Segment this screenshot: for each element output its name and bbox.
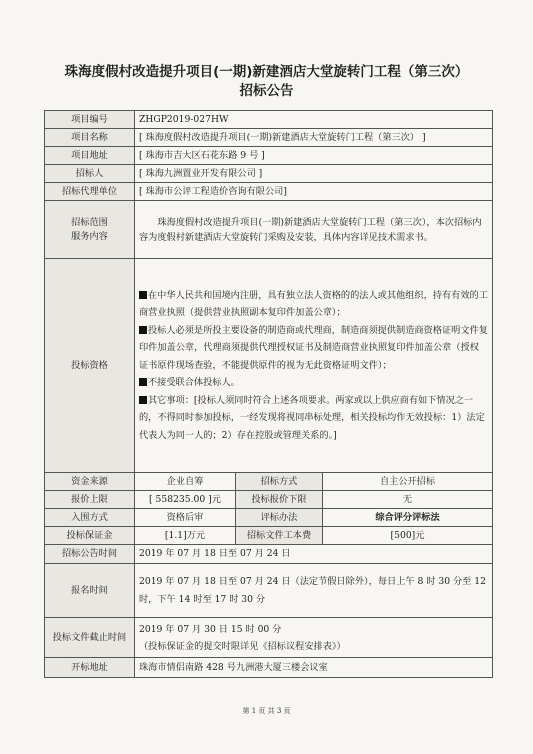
deadline-value	[135, 618, 493, 658]
qualification-item: 在中华人民共和国境内注册，具有独立法人资格的的法人或其他组织，持有有效的工商营业执照（提供营业执照副本复印件加盖公章）；	[139, 289, 488, 319]
project-no-value: ZHGP2019-027HW	[135, 111, 493, 129]
row-project-name	[45, 129, 493, 147]
row-qualification	[45, 259, 493, 473]
row-project-no	[45, 111, 493, 129]
row-project-address	[45, 147, 493, 165]
agency-value: [ 珠海市公评工程造价咨询有限公司]	[135, 183, 493, 201]
admission-value: 资格后审	[135, 509, 236, 527]
project-address-label: 项目地址	[45, 147, 135, 165]
document-fee-label: 招标文件工本费	[236, 527, 323, 545]
price-cap-value: [ 558235.00 ]元	[135, 491, 236, 509]
bond-label: 投标保证金	[45, 527, 135, 545]
tender-method-value: 自主公开招标	[323, 473, 493, 491]
square-bullet-icon	[139, 326, 147, 334]
scope-text: 珠海度假村改造提升项目(一期)新建酒店大堂旋转门工程（第三次），本次招标内容为度假村新建酒店大堂旋转门采购及安装，具体内容详见技术需求书。	[139, 216, 482, 243]
announce-time-label: 招标公告时间	[45, 545, 135, 564]
row-tenderer	[45, 165, 493, 183]
funding-value: 企业自筹	[135, 473, 236, 491]
row-agency	[45, 183, 493, 201]
agency-label: 招标代理单位	[45, 183, 135, 201]
qualification-item: 其它事项：[投标人须同时符合上述各项要求。两家或以上供应商有如下情况之一的，不得同时参加投标，一经发现将视同串标处理，相关投标均作无效投标：1）法定代表人为同一人的；2）存在控股或管理关系的。]	[139, 394, 485, 441]
tender-method-label: 招标方式	[236, 473, 323, 491]
project-name-label: 项目名称	[45, 129, 135, 147]
row-scope	[45, 201, 493, 259]
row-bond	[45, 527, 493, 545]
deadline-label: 投标文件截止时间	[45, 618, 135, 658]
registration-time-text: 2019 年 07 月 18 日至 07 月 24 日（法定节假日除外），每日上午 8 时 30 分至 12 时，下午 14 时至 17 时 30 分	[139, 575, 486, 605]
bond-value: [1.1]万元	[135, 527, 236, 545]
registration-time-label: 报名时间	[45, 564, 135, 618]
price-floor-value: 无	[323, 491, 493, 509]
opening-address-value: 珠海市情侣南路 428 号九洲港大厦三楼会议室	[135, 658, 493, 678]
document-title	[0, 63, 533, 101]
row-price-cap	[45, 491, 493, 509]
opening-address-label: 开标地址	[45, 658, 135, 678]
project-no-label: 项目编号	[45, 111, 135, 129]
row-admission	[45, 509, 493, 527]
deadline-note: （投标保证金的提交时限详见《招标议程安排表》）	[139, 640, 346, 652]
tenderer-label: 招标人	[45, 165, 135, 183]
qualification-label: 投标资格	[45, 259, 135, 473]
price-floor-label: 投标报价下限	[236, 491, 323, 509]
deadline-time: 2019 年 07 月 30 日 15 时 00 分	[139, 623, 282, 635]
project-address-value: [ 珠海市吉大区石花东路 9 号 ]	[135, 147, 493, 165]
scope-label	[45, 201, 135, 259]
row-announce-time	[45, 545, 493, 564]
evaluation-method-value: 综合评分评标法	[323, 509, 493, 527]
square-bullet-icon	[139, 291, 147, 299]
qualification-value	[135, 259, 493, 473]
scope-label-line-2: 服务内容	[71, 230, 108, 242]
tender-info-table	[44, 110, 493, 678]
scope-label-line-1: 招标范围	[71, 216, 108, 228]
registration-time-value	[135, 564, 493, 618]
tenderer-value: [ 珠海九洲置业开发有限公司 ]	[135, 165, 493, 183]
qualification-item: 投标人必须是所投主要设备的制造商或代理商，制造商须提供制造商资格证明文件复印件加盖公章，代理商须提供代理授权证书及制造商营业执照复印件加盖公章（授权证书原件现场查验，不能提供原件的视为无此资格证明文件）；	[139, 324, 488, 371]
row-deadline	[45, 618, 493, 658]
row-opening-address	[45, 658, 493, 678]
announce-time-value: 2019 年 07 月 18 日至 07 月 24 日	[135, 545, 493, 564]
scope-value	[135, 201, 493, 259]
row-funding	[45, 473, 493, 491]
qualification-item: 不接受联合体投标人。	[139, 374, 488, 392]
admission-label: 入围方式	[45, 509, 135, 527]
square-bullet-icon	[139, 378, 147, 386]
document-fee-value: [500]元	[323, 527, 493, 545]
funding-label: 资金来源	[45, 473, 135, 491]
title-line-1: 珠海度假村改造提升项目(一期)新建酒店大堂旋转门工程（第三次）	[64, 64, 469, 80]
square-bullet-icon	[139, 396, 147, 404]
row-registration-time	[45, 564, 493, 618]
price-cap-label: 报价上限	[45, 491, 135, 509]
project-name-value: [ 珠海度假村改造提升项目(一期)新建酒店大堂旋转门工程（第三次） ]	[135, 129, 493, 147]
title-line-2: 招标公告	[239, 83, 294, 99]
evaluation-method-label: 评标办法	[236, 509, 323, 527]
page-footer: 第 1 页 共 3 页	[242, 707, 291, 715]
